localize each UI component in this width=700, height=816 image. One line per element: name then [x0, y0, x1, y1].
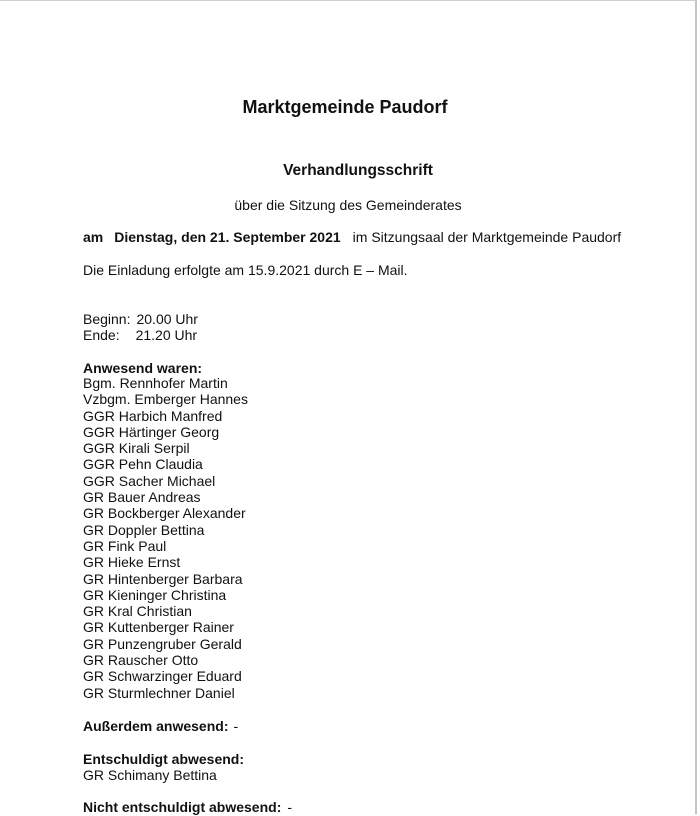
present-member: GR Kuttenberger Rainer	[83, 619, 234, 636]
present-member: GR Sturmlechner Daniel	[83, 684, 235, 701]
present-member: GGR Pehn Claudia	[83, 456, 203, 473]
present-member: GR Fink Paul	[83, 537, 167, 554]
present-member: GGR Harbich Manfred	[83, 407, 223, 424]
also-present-line	[83, 718, 238, 735]
excused-member: GR Schimany Bettina	[83, 767, 217, 783]
present-member: GR Kral Christian	[83, 603, 192, 620]
meeting-date: Dienstag, den 21. September 2021	[114, 229, 341, 245]
unexcused-line	[83, 799, 292, 816]
begin-label: Beginn:	[83, 311, 131, 327]
excused-heading: Entschuldigt abwesend:	[83, 751, 245, 767]
end-line	[83, 327, 197, 344]
present-member: GR Doppler Bettina	[83, 521, 205, 538]
document-subtitle: Verhandlungsschrift	[283, 162, 433, 179]
present-member: GR Bockberger Alexander	[83, 505, 246, 522]
meeting-location: im Sitzungsaal der Marktgemeinde Paudorf	[352, 229, 622, 245]
page-top-edge	[0, 0, 697, 1]
present-member: GGR Härtinger Georg	[83, 423, 220, 440]
present-member: Vzbgm. Emberger Hannes	[83, 391, 248, 408]
present-member: GR Kieninger Christina	[83, 586, 227, 603]
present-member: GGR Sacher Michael	[83, 472, 216, 489]
date-line	[83, 229, 621, 246]
unexcused-label: Nicht entschuldigt abwesend:	[83, 799, 282, 815]
present-member: GR Hintenberger Barbara	[83, 570, 243, 587]
present-member: GR Bauer Andreas	[83, 489, 201, 506]
present-member: GR Rauscher Otto	[83, 652, 199, 669]
present-member: GR Hieke Ernst	[83, 554, 181, 571]
present-member: GR Schwarzinger Eduard	[83, 668, 242, 685]
also-present-value: -	[233, 718, 239, 734]
present-member: GR Punzengruber Gerald	[83, 635, 242, 652]
present-member: GGR Kirali Serpil	[83, 440, 190, 457]
begin-line	[83, 311, 198, 328]
present-list	[83, 375, 248, 701]
end-value: 21.20 Uhr	[135, 327, 198, 343]
document-title: Marktgemeinde Paudorf	[242, 97, 448, 117]
also-present-label: Außerdem anwesend:	[83, 718, 229, 734]
unexcused-value: -	[287, 799, 293, 815]
end-label: Ende:	[83, 327, 120, 343]
invitation-line: Die Einladung erfolgte am 15.9.2021 durch E – Mail.	[83, 262, 408, 278]
present-heading: Anwesend waren:	[83, 360, 203, 376]
present-member: Bgm. Rennhofer Martin	[83, 375, 228, 391]
begin-value: 20.00 Uhr	[136, 311, 198, 327]
date-prefix: am	[83, 229, 104, 245]
document-subline: über die Sitzung des Gemeinderates	[234, 197, 462, 213]
